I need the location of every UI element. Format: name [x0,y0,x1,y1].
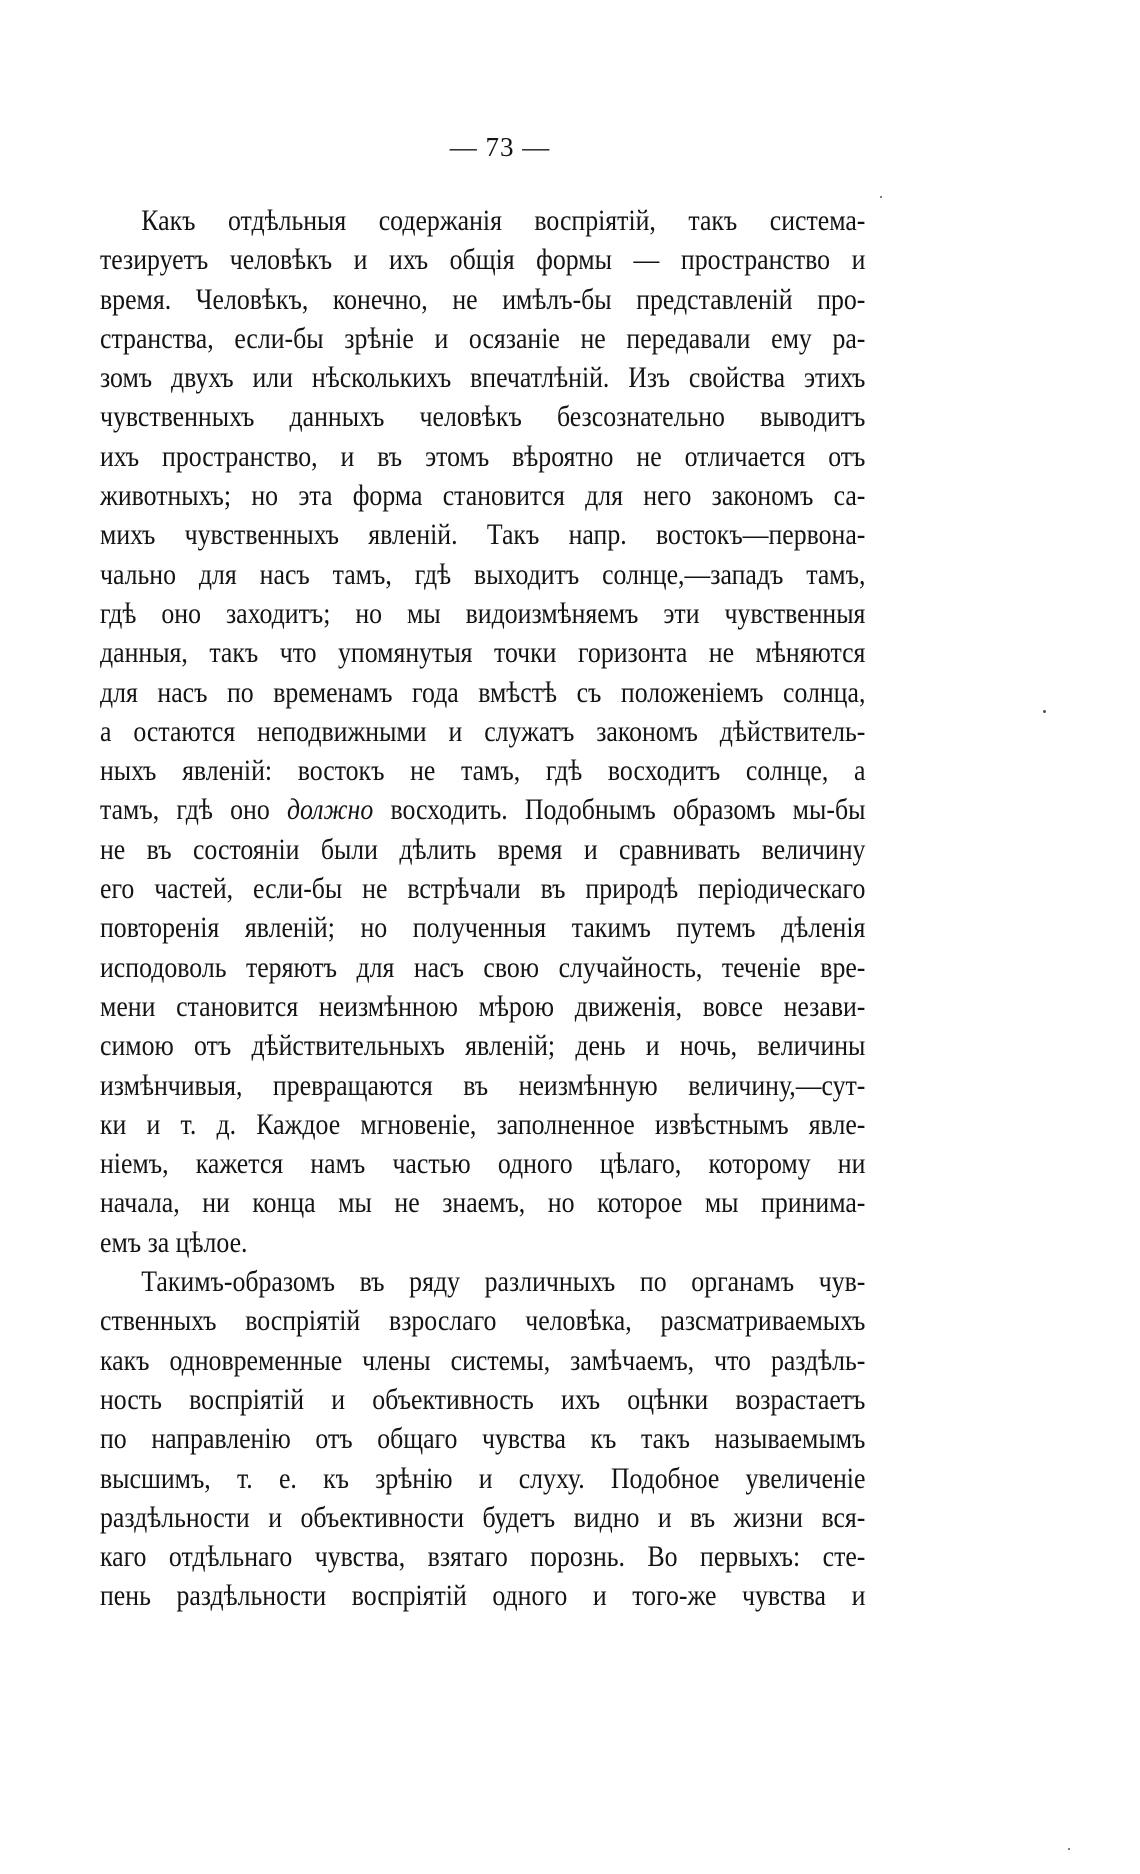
scan-speck [1043,710,1046,713]
text-line: зомъ двухъ или нѣсколькихъ впечатлѣній. Изъ свойства этихъ [100,361,866,395]
text-line: Такимъ-образомъ въ ряду различныхъ по органамъ чув- [141,1265,866,1299]
scan-speck [880,196,882,198]
text-line: животныхъ; но эта форма становится для него закономъ са- [100,479,866,513]
text-line: пень раздѣльности воспріятій одного и того-же чувства и [100,1579,866,1613]
paragraph-1 [100,201,866,1262]
paragraph-2 [100,1262,866,1616]
body-text [100,201,866,1616]
text-line: его частей, если-бы не встрѣчали въ природѣ періодическаго [100,872,866,906]
text-line: ность воспріятій и объективность ихъ оцѣнки возрастаетъ [100,1382,866,1416]
text-line: для насъ по временамъ года вмѣстѣ съ положеніемъ солнца, [100,675,866,709]
text-line: раздѣльности и объективности будетъ видно и въ жизни вся- [100,1500,866,1534]
scan-speck [1068,1848,1070,1850]
text-line: ихъ пространство, и въ этомъ вѣроятно не отличается отъ [100,439,866,473]
text-line: чувственныхъ данныхъ человѣкъ безсознательно выводитъ [100,400,866,434]
text-line: по направленію отъ общаго чувства къ такъ называемымъ [100,1422,866,1456]
text-line-with-emphasis [100,790,865,829]
page-number: — 73 — [449,132,551,162]
text-line: какъ одновременные члены системы, замѣчаемъ, что раздѣль- [100,1343,866,1377]
text-line: повторенія явленій; но полученныя такимъ путемъ дѣленія [100,911,866,945]
text-line: данныя, такъ что упомянутыя точки горизонта не мѣняются [100,636,866,670]
text-line: высшимъ, т. е. къ зрѣнію и слуху. Подобное увеличеніе [100,1461,866,1495]
text-line: емъ за цѣлое. [100,1225,248,1259]
text-line: каго отдѣльнаго чувства, взятаго порознь. Во первыхъ: сте- [100,1540,866,1574]
text-line: не въ состояніи были дѣлить время и сравнивать величину [100,832,866,866]
text-line: гдѣ оно заходитъ; но мы видоизмѣняемъ эти чувственныя [100,596,866,630]
text-line: ніемъ, кажется намъ частью одного цѣлаго, которому ни [100,1147,866,1181]
text-segment: тамъ, гдѣ оно [100,793,287,827]
text-line: странства, если-бы зрѣніе и осязаніе не передавали ему ра- [100,321,866,355]
text-line: симою отъ дѣйствительныхъ явленій; день и ночь, величины [100,1029,866,1063]
text-line: михъ чувственныхъ явленій. Такъ напр. востокъ—первона- [100,518,866,552]
text-line: тезируетъ человѣкъ и ихъ общія формы — пространство и [100,243,866,277]
text-line: начала, ни конца мы не знаемъ, но которое мы принима- [100,1186,866,1220]
text-line: исподоволь теряютъ для насъ свою случайность, теченіе вре- [100,950,866,984]
text-line: время. Человѣкъ, конечно, не имѣлъ-бы представленій про- [100,282,866,316]
text-segment: восходить. Подобнымъ образомъ мы-бы [373,793,866,827]
text-line: Какъ отдѣльныя содержанія воспріятій, такъ система- [141,204,866,237]
text-line: ки и т. д. Каждое мгновеніе, заполненное извѣстнымъ явле- [100,1107,866,1141]
text-line: чально для насъ тамъ, гдѣ выходитъ солнце,—западъ тамъ, [100,557,866,591]
text-line: измѣнчивыя, превращаются въ неизмѣнную величину,—сут- [100,1068,866,1102]
text-line: а остаются неподвижными и служатъ закономъ дѣйствитель- [100,714,866,748]
text-line: ственныхъ воспріятій взрослаго человѣка, разсматриваемыхъ [100,1304,866,1338]
emphasized-word: должно [286,793,374,827]
text-line: ныхъ явленій: востокъ не тамъ, гдѣ восходитъ солнце, а [100,754,866,788]
text-line: мени становится неизмѣнною мѣрою движенія, вовсе незави- [100,989,866,1023]
